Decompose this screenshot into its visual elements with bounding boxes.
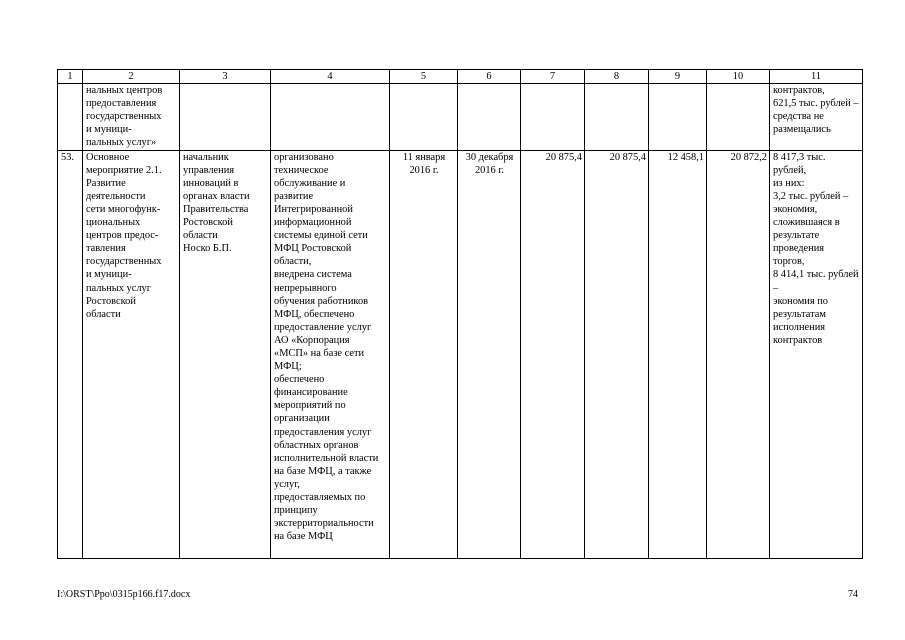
table-cell	[521, 84, 585, 150]
report-table	[57, 69, 863, 559]
column-number: 2	[83, 70, 180, 84]
table-cell	[390, 84, 458, 150]
column-number: 1	[58, 70, 83, 84]
cell-measure-name: Основное мероприятие 2.1. Развитие деятельности сети многофунк- циональных центров предос- тавления государственных и муници- пальных услуг Ростовской области	[83, 150, 180, 558]
column-number: 3	[180, 70, 271, 84]
table-cell	[58, 84, 83, 150]
cell-start-date: 11 января 2016 г.	[390, 150, 458, 558]
table-cell	[458, 84, 521, 150]
column-number: 6	[458, 70, 521, 84]
column-number-row	[58, 70, 863, 84]
cell-name-continued: нальных центров предоставления государственных и муници- пальных услуг»	[83, 84, 180, 150]
cell-responsible: начальник управления инноваций в органах власти Правительства Ростовской области Носко Б.П.	[180, 150, 271, 558]
column-number: 4	[271, 70, 390, 84]
cell-row-number: 53.	[58, 150, 83, 558]
table-cell	[180, 84, 271, 150]
cell-amount-10: 20 872,2	[707, 150, 770, 558]
column-number: 7	[521, 70, 585, 84]
footer-file-path: I:\ORST\Ppo\0315p166.f17.docx	[57, 589, 191, 600]
column-number: 11	[770, 70, 863, 84]
column-number: 8	[585, 70, 649, 84]
cell-end-date: 30 декабря 2016 г.	[458, 150, 521, 558]
cell-note-continued: контрактов, 621,5 тыс. рублей – средства не размещались	[770, 84, 863, 150]
page-number: 74	[848, 589, 858, 600]
cell-amount-8: 20 875,4	[585, 150, 649, 558]
cell-note: 8 417,3 тыс. рублей, из них: 3,2 тыс. рублей – экономия, сложившаяся в результате проведения торгов, 8 414,1 тыс. рублей – экономия по результатам исполнения контрактов	[770, 150, 863, 558]
table-cell	[585, 84, 649, 150]
cell-amount-7: 20 875,4	[521, 150, 585, 558]
table-cell	[271, 84, 390, 150]
cell-result: организовано техническое обслуживание и развитие Интегрированной информационной системы единой сети МФЦ Ростовской области, внедрена система непрерывного обучения работников МФЦ, обеспечено предоставление услуг АО «Корпорация «МСП» на базе сети МФЦ; обеспечено финансирование мероприятий по организации предоставления услуг областных органов исполнительной власти на базе МФЦ, а также услуг, предоставляемых по принципу экстерриториальности на базе МФЦ	[271, 150, 390, 558]
column-number: 9	[649, 70, 707, 84]
column-number: 5	[390, 70, 458, 84]
cell-amount-9: 12 458,1	[649, 150, 707, 558]
table-cell	[707, 84, 770, 150]
table-row-continued	[58, 84, 863, 150]
column-number: 10	[707, 70, 770, 84]
table-row-53	[58, 150, 863, 558]
table-cell	[649, 84, 707, 150]
